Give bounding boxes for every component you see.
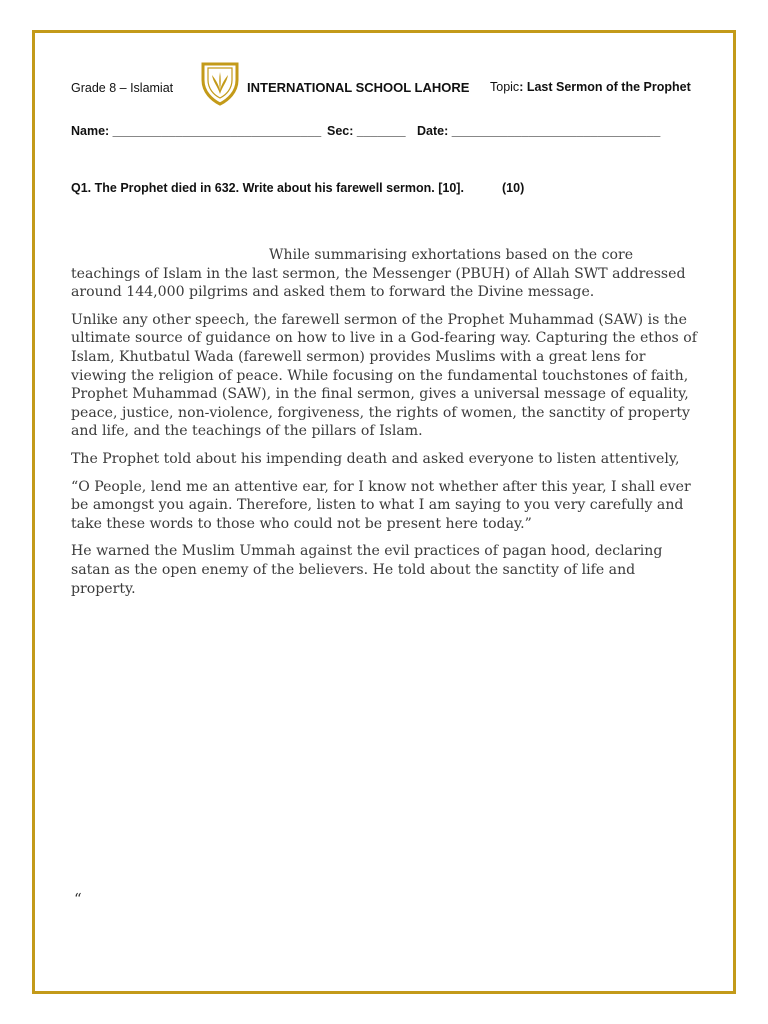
- worksheet-header: [71, 58, 696, 108]
- topic-value: Last Sermon of the Prophet: [526, 80, 691, 94]
- topic-label: Topic: [490, 80, 520, 94]
- shield-crest-icon: [200, 60, 240, 106]
- answer-paragraph: He warned the Muslim Ummah against the evil practices of pagan hood, declaring satan as the open enemy of the believers. He told about the sanctity of life and property.: [71, 543, 663, 597]
- answer-body: [71, 246, 697, 607]
- grade-label: Grade 8 – Islamiat: [71, 81, 174, 95]
- section-field[interactable]: Sec: _______: [327, 124, 406, 138]
- date-field[interactable]: Date: ______________________________: [417, 124, 661, 138]
- question-text: Q1. The Prophet died in 632. Write about his farewell sermon. [10].: [71, 181, 464, 195]
- school-name: INTERNATIONAL SCHOOL LAHORE: [247, 80, 470, 95]
- question-row: [71, 181, 691, 195]
- name-field[interactable]: Name: ______________________________: [71, 124, 322, 138]
- topic-colon: :: [519, 80, 527, 94]
- answer-quote-paragraph: “O People, lend me an attentive ear, for I know not whether after this year, I shall ever be amongst you again. Therefore, listen to what I am saying to you very carefully and take these words to those who could not be present here today.”: [71, 478, 691, 532]
- answer-paragraph: Unlike any other speech, the farewell sermon of the Prophet Muhammad (SAW) is the ultimate source of guidance on how to live in a God-fearing way. Capturing the ethos of Islam, Khutbatul Wada (farewell sermon) provides Muslims with a great lens for viewing the religion of peace. While focusing on the fundamental touchstones of faith, Prophet Muhammad (SAW), in the final sermon, gives a universal message of equality, peace, justice, non-violence, forgiveness, the rights of women, the sanctity of property and life, and the teachings of the pillars of Islam.: [71, 311, 697, 440]
- question-marks: (10): [502, 181, 525, 195]
- topic-heading: [490, 80, 691, 94]
- answer-paragraph: While summarising exhortations based on the core teachings of Islam in the last sermon, the Messenger (PBUH) of Allah SWT addressed around 144,000 pilgrims and asked them to forward the Divine message.: [71, 247, 686, 301]
- stray-quote-mark: “: [74, 890, 82, 908]
- answer-paragraph: The Prophet told about his impending death and asked everyone to listen attentively,: [71, 450, 680, 467]
